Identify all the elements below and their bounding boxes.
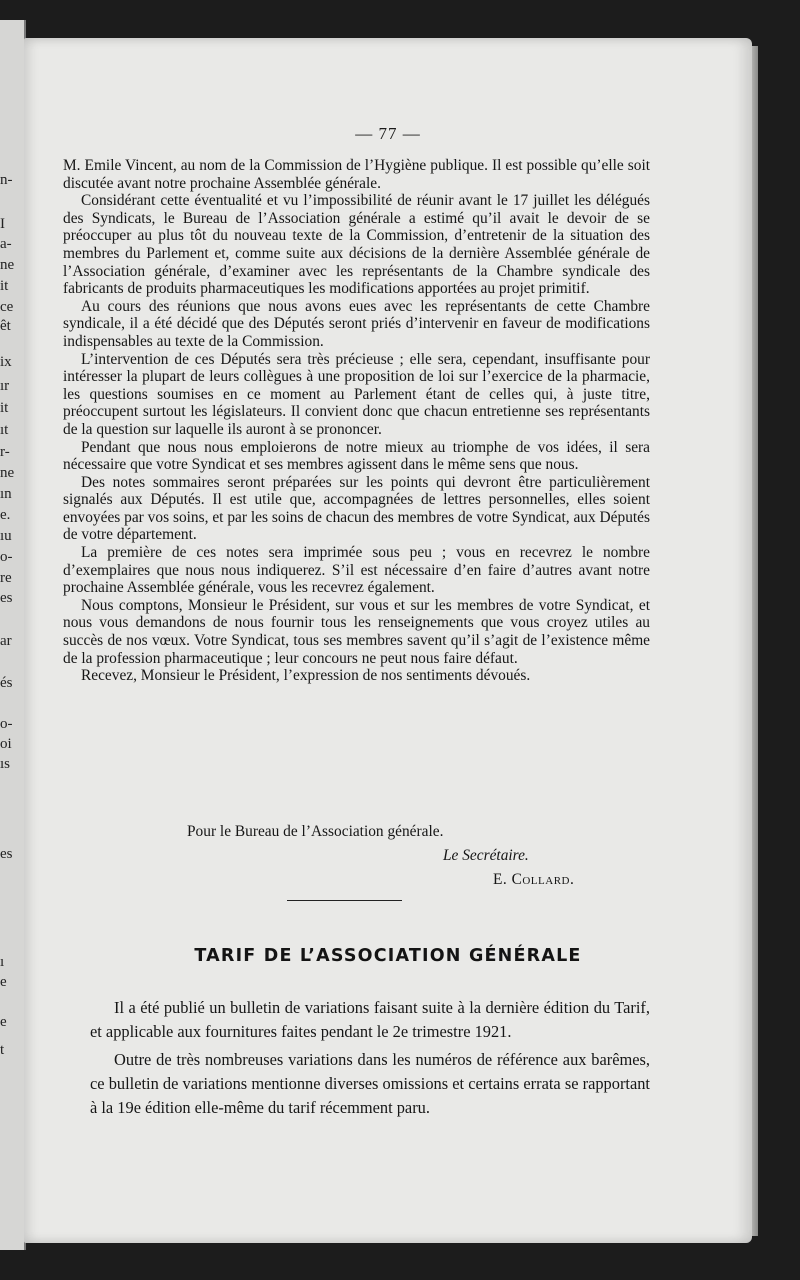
facing-page-fragment: re bbox=[0, 570, 12, 586]
paragraph: Au cours des réunions que nous avons eues avec les représentants de cette Chambre syndicale, il a été décidé que des Députés seront priés d’intervenir en faveur de modifications indispensables au texte de la Commission. bbox=[63, 297, 650, 350]
facing-page-fragment: it bbox=[0, 278, 9, 294]
signature-line-name: E. Collard. bbox=[493, 871, 575, 888]
facing-page-edge bbox=[0, 20, 26, 1250]
paragraph: Pendant que nous nous emploierons de notre mieux au triomphe de vos idées, il sera nécessaire que votre Syndicat et ses membres agissent dans le même sens que nous. bbox=[63, 438, 650, 474]
facing-page-fragment: es bbox=[0, 590, 13, 606]
section-paragraph: Outre de très nombreuses variations dans les numéros de référence aux barêmes, ce bulletin de variations mentionne diverses omissions et certains errata se rapportant à la 19e édition elle-même du tarif récemment paru. bbox=[90, 1050, 650, 1117]
facing-page-fragment: e. bbox=[0, 507, 11, 523]
facing-page-fragment: ıu bbox=[0, 528, 12, 544]
section-body bbox=[90, 996, 650, 1120]
facing-page-fragment: t bbox=[0, 1042, 5, 1058]
section-paragraph: Il a été publié un bulletin de variations faisant suite à la dernière édition du Tarif, et applicable aux fournitures faites pendant le 2e trimestre 1921. bbox=[90, 998, 650, 1041]
paragraph: La première de ces notes sera imprimée sous peu ; vous en recevrez le nombre d’exemplaires que nous nous indiquerez. S’il est nécessaire d’en faire d’autres avant notre prochaine Assemblée générale, vous les recevrez également. bbox=[63, 544, 650, 597]
facing-page-fragment: o- bbox=[0, 716, 13, 732]
section-heading: TARIF DE L’ASSOCIATION GÉNÉRALE bbox=[194, 946, 582, 966]
paragraph: Recevez, Monsieur le Président, l’expression de nos sentiments dévoués. bbox=[81, 667, 531, 685]
facing-page-fragment: êt bbox=[0, 318, 11, 334]
facing-page-fragment: ix bbox=[0, 354, 12, 370]
facing-page-fragment: ır bbox=[0, 378, 10, 394]
page-number: — 77 — bbox=[355, 124, 421, 143]
facing-page-fragment: és bbox=[0, 675, 13, 691]
section-divider bbox=[287, 900, 402, 901]
document-page bbox=[24, 38, 752, 1243]
facing-page-fragment: ıs bbox=[0, 756, 11, 772]
facing-page-fragment: oi bbox=[0, 736, 12, 752]
facing-page-fragment: a- bbox=[0, 236, 12, 252]
facing-page-fragment: es bbox=[0, 846, 13, 862]
facing-page-fragment: ar bbox=[0, 633, 12, 649]
facing-page-fragment: I bbox=[0, 216, 5, 232]
paragraph: Considérant cette éventualité et vu l’impossibilité de réunir avant le 17 juillet les délégués des Syndicats, le Bureau de l’Association générale a estimé qu’il avait le devoir de se préoccuper au plus tôt du nouveau texte de la Commission, d’entretenir de la situation des membres du Parlement et, comme suite aux décisions de la dernière Assemblée générale de l’Association générale, d’examiner avec les représentants de la Chambre syndicale des fabricants de produits pharmaceutiques les modifications apportées au projet primitif. bbox=[63, 192, 650, 298]
facing-page-fragment: it bbox=[0, 400, 9, 416]
facing-page-fragment: e bbox=[0, 974, 7, 990]
paragraph: L’intervention de ces Députés sera très précieuse ; elle sera, cependant, insuffisante pour intéresser la plupart de leurs collègues à une proposition de loi sur l’exercice de la pharmacie, les questions soumises en ce moment au Parlement étant de celles qui, à juste titre, préoccupent surtout les législateurs. Il convient donc que chacun entretienne ses représentants de la question sur laquelle ils auront à se prononcer. bbox=[63, 350, 650, 438]
paragraph: Des notes sommaires seront préparées sur les points qui devront être particulièrement signalés aux Députés. Il est utile que, accompagnées de lettres personnelles, elles soient envoyées par vos soins, et par les soins de chacun des membres de votre Syndicat, aux Députés de votre département. bbox=[63, 473, 650, 544]
facing-page-fragment: ın bbox=[0, 486, 12, 502]
facing-page-fragment: e bbox=[0, 1014, 7, 1030]
letter-body bbox=[63, 157, 650, 685]
facing-page-fragment: ne bbox=[0, 257, 15, 273]
facing-page-fragment: ı bbox=[0, 954, 5, 970]
signature-line-title: Le Secrétaire. bbox=[443, 847, 529, 864]
paragraph: Nous comptons, Monsieur le Président, sur vous et sur les membres de votre Syndicat, et nous vous demandons de nous fournir tous les renseignements que vous croyez utiles au succès de nos vœux. Votre Syndicat, tous ses membres savent qu’il s’agit de l’existence même de la profession pharmaceutique ; leur concours ne peut nous faire défaut. bbox=[63, 596, 650, 667]
facing-page-fragment: n- bbox=[0, 172, 13, 188]
facing-page-fragment: r- bbox=[0, 444, 10, 460]
facing-page-fragment: ıt bbox=[0, 422, 9, 438]
facing-page-fragment: ne bbox=[0, 465, 15, 481]
facing-page-fragment: ce bbox=[0, 299, 14, 315]
facing-page-fragment: o- bbox=[0, 549, 13, 565]
paragraph: M. Emile Vincent, au nom de la Commission de l’Hygiène publique. Il est possible qu’elle soit discutée avant notre prochaine Assemblée générale. bbox=[63, 157, 650, 192]
signature-line-bureau: Pour le Bureau de l’Association générale. bbox=[187, 823, 444, 840]
